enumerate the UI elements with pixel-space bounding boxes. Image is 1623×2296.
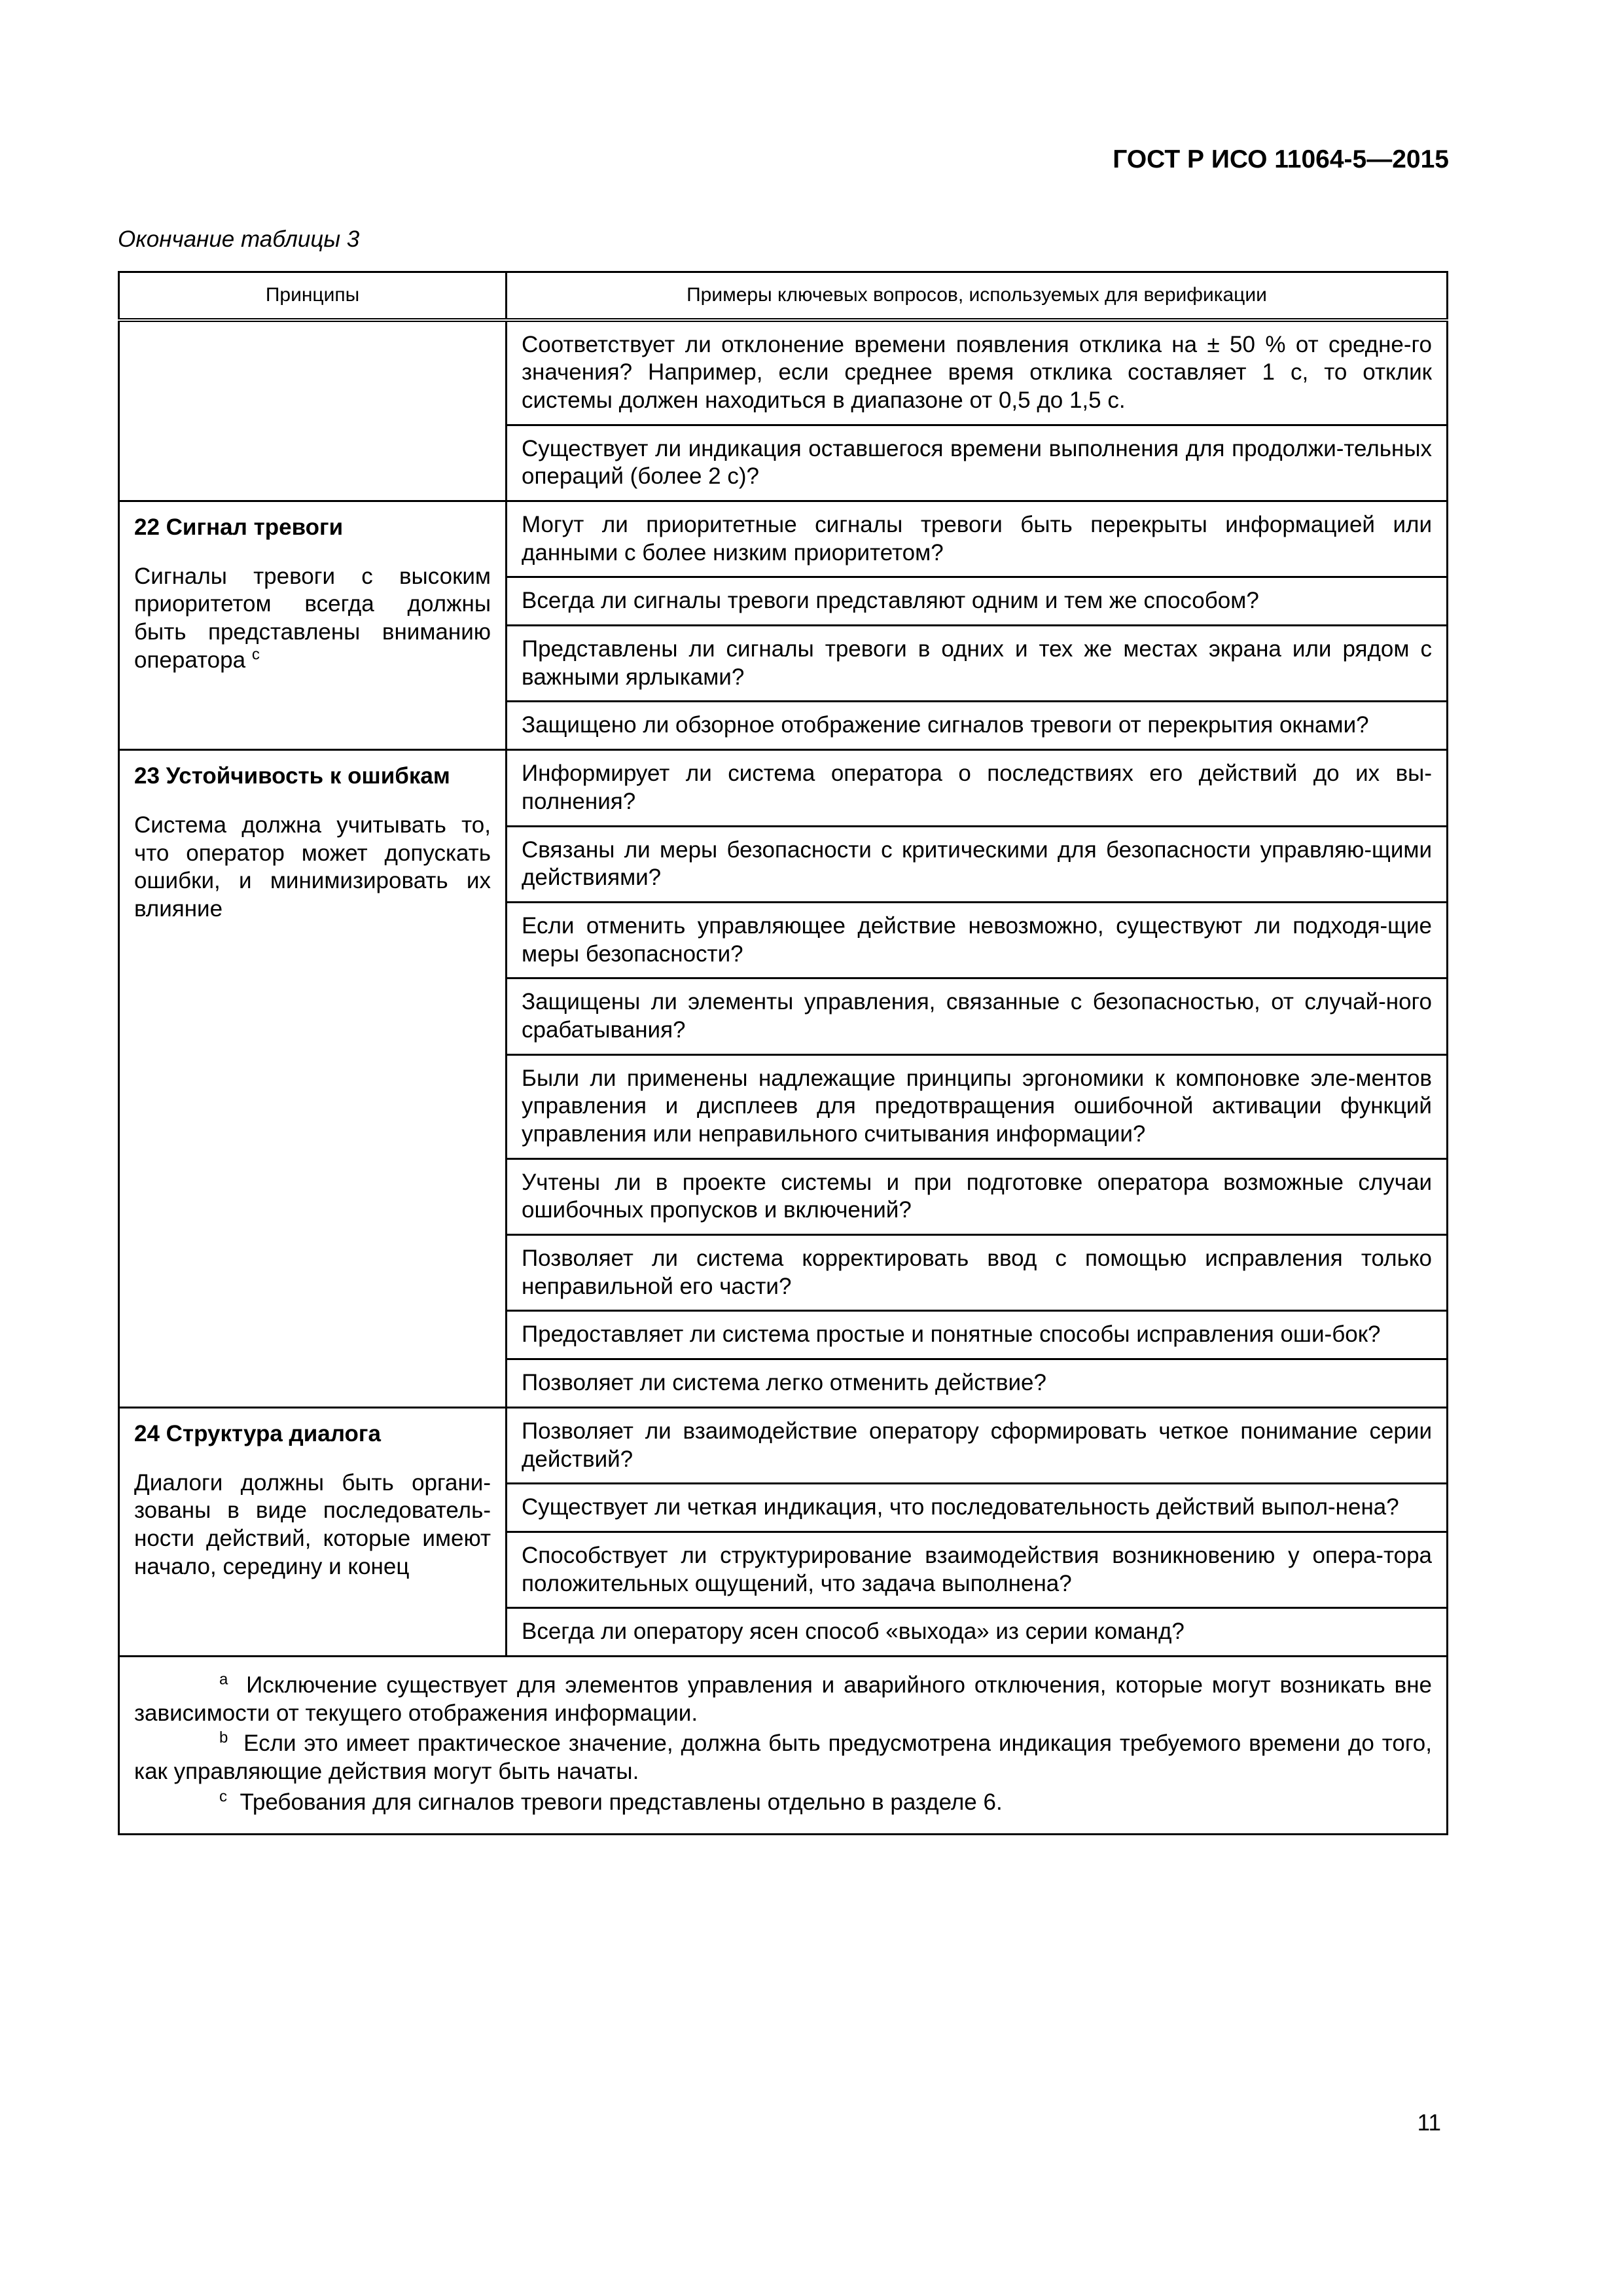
question-cell: Способствует ли структурирование взаимодействия возникновению у опера-тора положительных ощущений, что задача выполнена? <box>507 1532 1448 1607</box>
question-cell: Информирует ли система оператора о последствиях его действий до их вы-полнения? <box>507 750 1448 826</box>
principle-description: Система должна учитывать то, что оператор может допускать ошибки, и минимизировать их влияние <box>134 812 491 922</box>
question-cell: Позволяет ли система корректировать ввод с помощью исправления только неправильной его части? <box>507 1235 1448 1311</box>
page-number: 11 <box>1417 2110 1441 2136</box>
principles-table <box>118 271 1448 1835</box>
table-row <box>119 320 1448 425</box>
principle-title: 24 Структура диалога <box>134 1420 381 1446</box>
table-header-row <box>119 272 1448 320</box>
principle-cell-23 <box>119 750 507 1408</box>
footnote-b: $^b$ Если это имеет практическое значение, должна быть предусмотрена индикация требуемого времени до того, как управляющие действия могут быть начаты. <box>134 1729 1433 1785</box>
question-cell: Были ли применены надлежащие принципы эргономики к компоновке эле-ментов управления и дисплеев для предотвращения ошибочной активации функций управления или неправильного считывания информации? <box>507 1054 1448 1158</box>
table-row <box>119 1407 1448 1483</box>
table-row <box>119 750 1448 826</box>
table-caption: Окончание таблицы 3 <box>118 226 360 252</box>
principle-cell-22 <box>119 501 507 750</box>
question-cell: Всегда ли сигналы тревоги представляют одним и тем же способом? <box>507 577 1448 626</box>
question-cell: Позволяет ли взаимодействие оператору сформировать четкое понимание серии действий? <box>507 1407 1448 1483</box>
principle-cell-empty <box>119 320 507 501</box>
table-row <box>119 501 1448 577</box>
question-cell: Если отменить управляющее действие невозможно, существуют ли подходя-щие меры безопасности? <box>507 902 1448 978</box>
question-cell: Связаны ли меры безопасности с критическими для безопасности управляю-щими действиями? <box>507 826 1448 902</box>
principle-description: Сигналы тревоги с высоким приоритетом всегда должны быть представлены вниманию оператора $^c$ <box>134 563 491 673</box>
question-cell: Всегда ли оператору ясен способ «выхода» из серии команд? <box>507 1608 1448 1657</box>
principle-cell-24 <box>119 1407 507 1656</box>
question-cell: Защищены ли элементы управления, связанные с безопасностью, от случай-ного срабатывания? <box>507 978 1448 1054</box>
question-cell: Учтены ли в проекте системы и при подготовке оператора возможные случаи ошибочных пропусков и включений? <box>507 1158 1448 1234</box>
principle-title: 22 Сигнал тревоги <box>134 514 344 541</box>
principle-title: 23 Устойчивость к ошибкам <box>134 763 450 789</box>
footnote-ref: c <box>251 645 260 664</box>
footnote-c: $^c$ Требования для сигналов тревоги представлены отдельно в разделе 6. <box>219 1787 1003 1815</box>
question-cell: Защищено ли обзорное отображение сигналов тревоги от перекрытия окнами? <box>507 702 1448 750</box>
footnotes-row <box>119 1656 1448 1834</box>
footnotes-cell <box>119 1656 1448 1834</box>
question-cell: Представлены ли сигналы тревоги в одних и тех же местах экрана или рядом с важными ярлыками? <box>507 626 1448 702</box>
document-header: ГОСТ Р ИСО 11064-5—2015 <box>1113 145 1449 173</box>
question-cell: Позволяет ли система легко отменить действие? <box>507 1359 1448 1408</box>
column-header-questions: Примеры ключевых вопросов, используемых для верификации <box>507 272 1448 320</box>
question-cell: Могут ли приоритетные сигналы тревоги быть перекрыты информацией или данными с более низким приоритетом? <box>507 501 1448 577</box>
question-cell: Соответствует ли отклонение времени появления отклика на ± 50 % от средне-го значения? Например, если среднее время отклика составляет 1 с, то отклик системы должен находиться в диапазоне от 0,5 до 1,5 с. <box>507 320 1448 425</box>
question-cell: Существует ли индикация оставшегося времени выполнения для продолжи-тельных операций (более 2 с)? <box>507 425 1448 501</box>
column-header-principles: Принципы <box>119 272 507 320</box>
question-cell: Существует ли четкая индикация, что последовательность действий выпол-нена? <box>507 1484 1448 1532</box>
principle-description: Диалоги должны быть органи-зованы в виде последователь-ности действий, которые имеют начало, середину и конец <box>134 1469 491 1579</box>
question-cell: Предоставляет ли система простые и понятные способы исправления оши-бок? <box>507 1311 1448 1359</box>
footnote-a: $^a$ Исключение существует для элементов управления и аварийного отключения, которые могут возникать вне зависимости от текущего отображения информации. <box>134 1670 1432 1726</box>
